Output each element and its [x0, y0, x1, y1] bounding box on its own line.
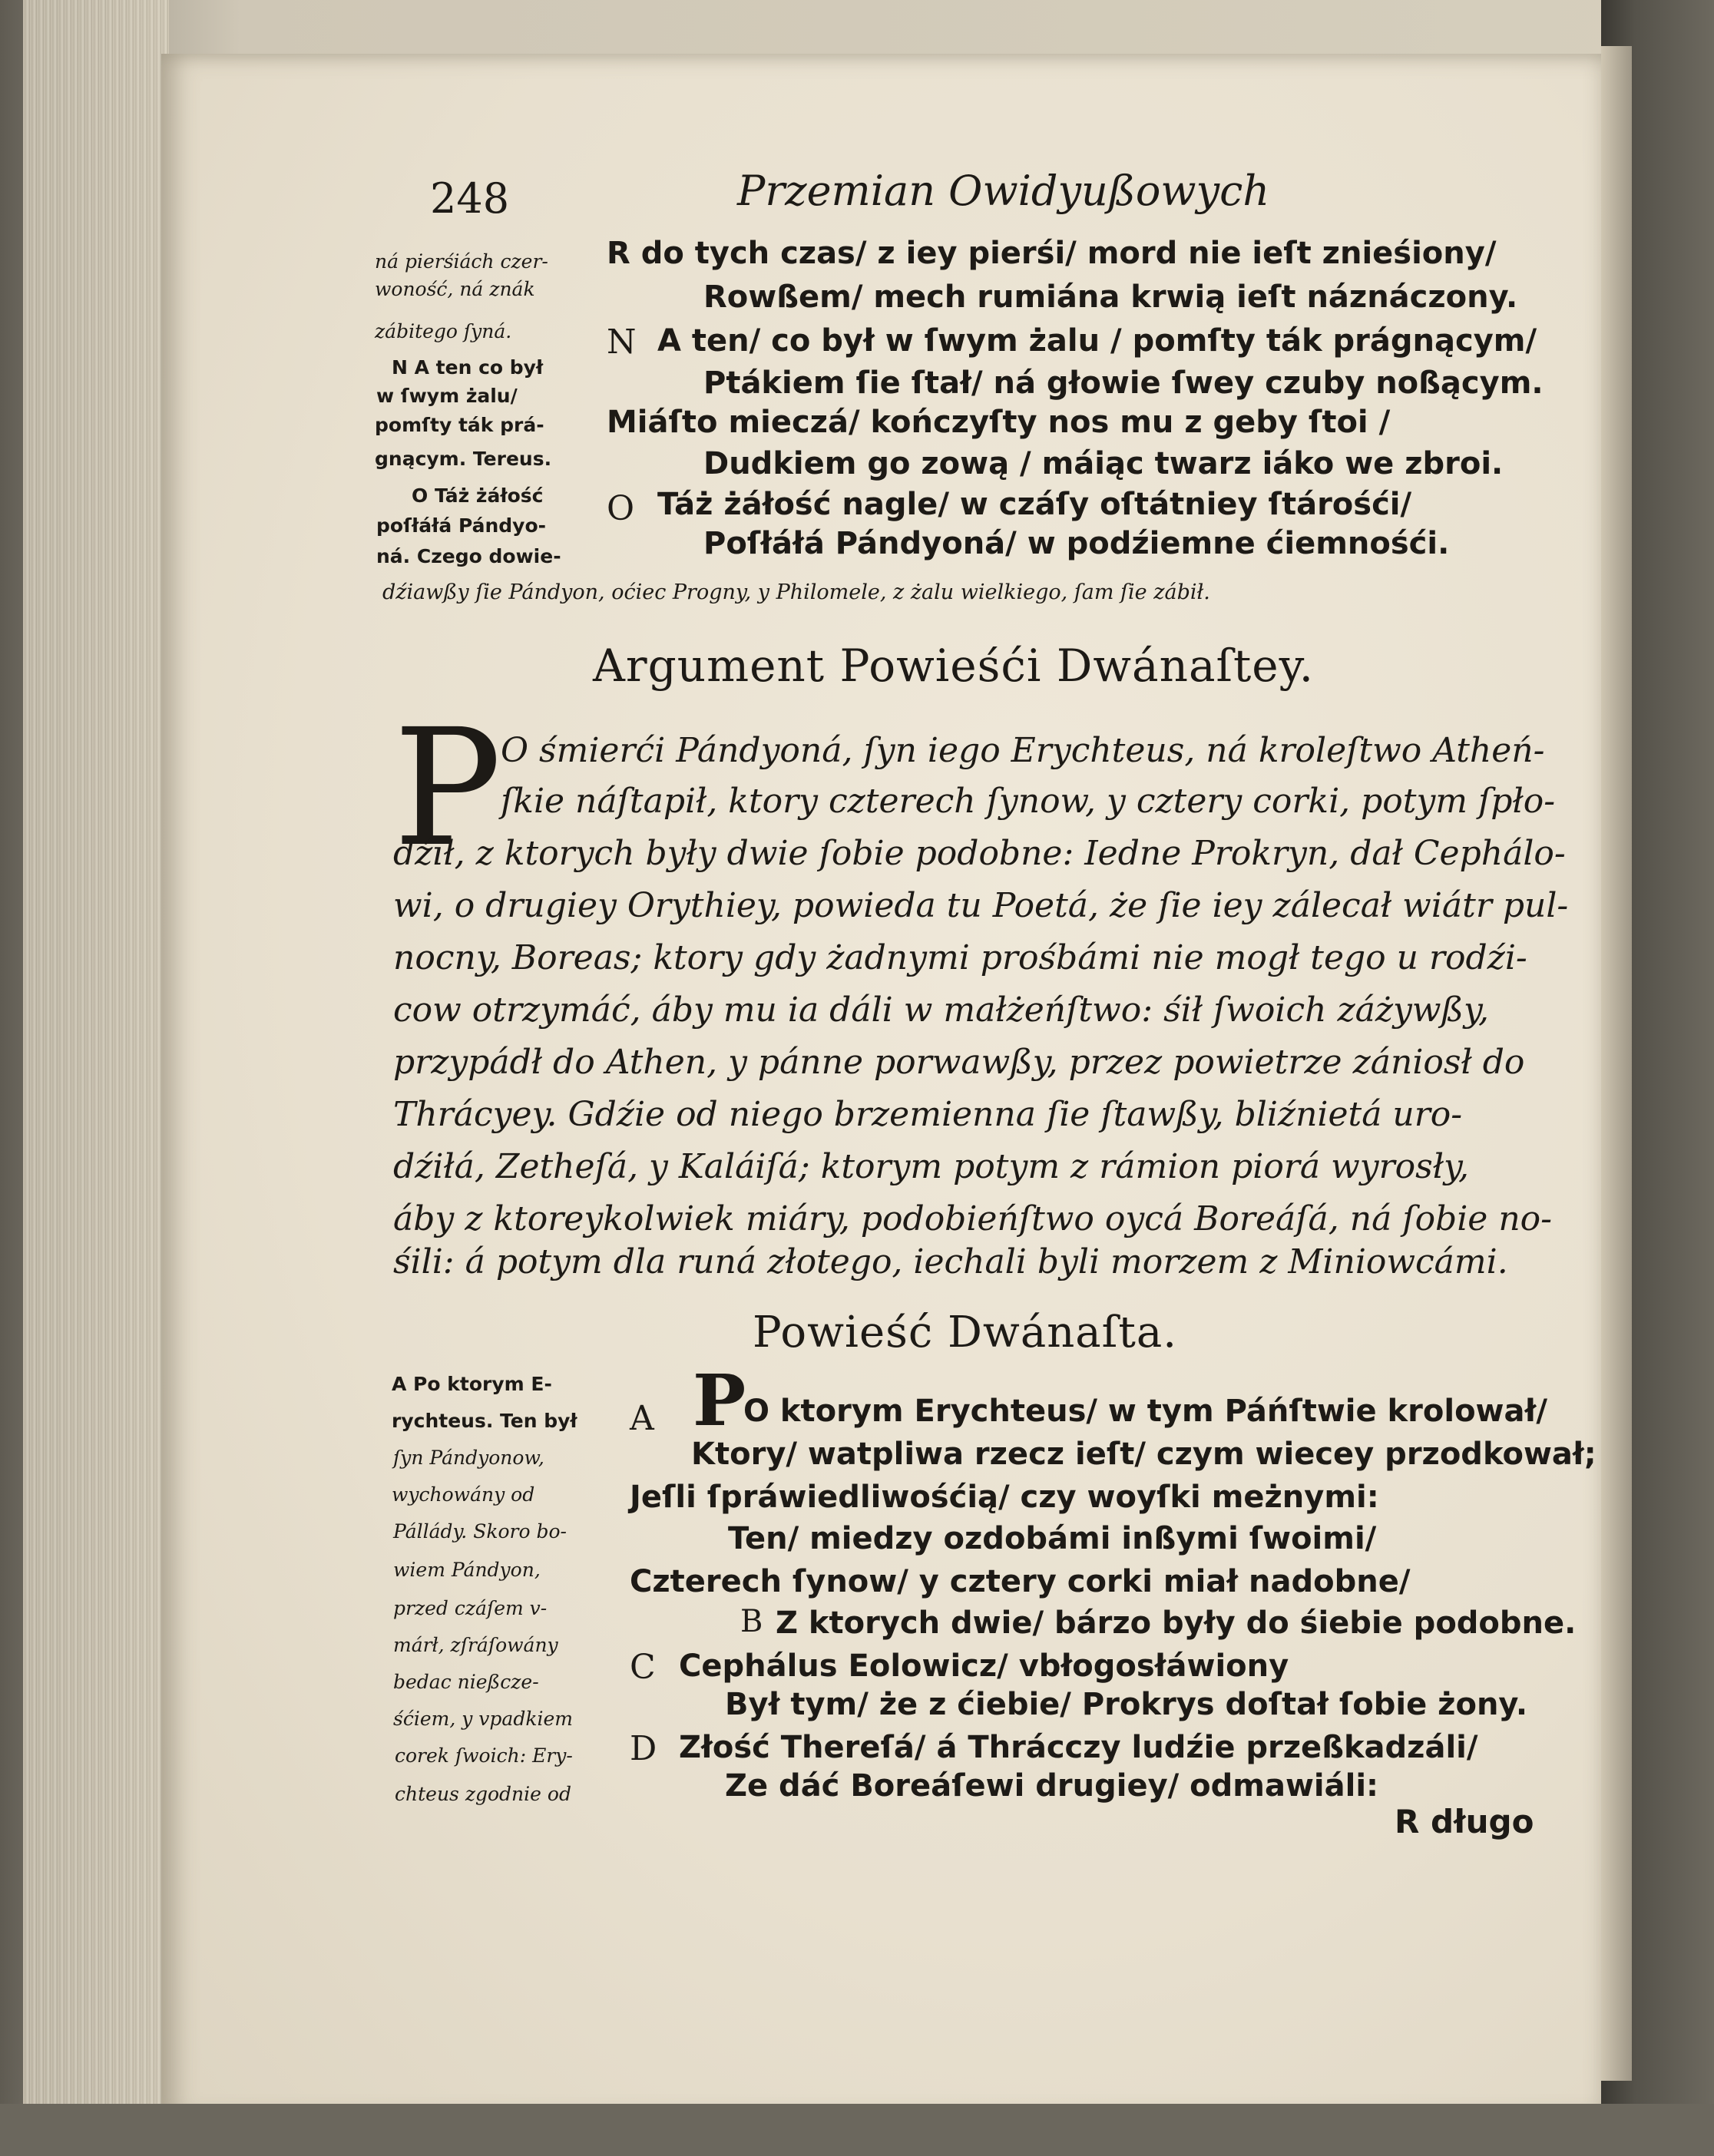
argument-line: dźił, z ktorych były dwie ſobie podobne: Iedne Prokryn, dał Cephálo-: [393, 834, 1566, 873]
argument-line: ſkie náſtapił, ktory czterech ſynow, y cztery corki, potym ſpło-: [501, 782, 1556, 821]
margin-note-line: przed czáſem v-: [393, 1597, 548, 1619]
page-edges-left: [23, 0, 169, 2156]
verse-line: Z ktorych dwie/ bárzo były do śiebie podobne.: [776, 1605, 1577, 1641]
verse-line: Cephálus Eolowicz/ vbłogosłáwiony: [679, 1648, 1289, 1684]
margin-note-line: gnącym. Tereus.: [375, 448, 552, 470]
margin-note-line: wiem Pándyon,: [393, 1559, 541, 1581]
argument-line: áby z ktoreykolwiek miáry, podobieńſtwo oycá Boreáſá, ná ſobie no-: [393, 1199, 1553, 1238]
drop-cap: P: [393, 694, 502, 882]
catchword: R długo: [1395, 1803, 1534, 1840]
verse-letter-c: C: [630, 1648, 656, 1687]
verse-line: Dudkiem go zową / máiąc twarz iáko we zbroi.: [703, 446, 1504, 481]
running-head: Przemian Owidyußowych: [737, 167, 1270, 215]
margin-note-line: woność, ná znák: [375, 278, 535, 300]
book-page: [161, 54, 1605, 2119]
verse-line: Ktory/ watpliwa rzecz ieſt/ czym wiecey przodkował;: [691, 1437, 1597, 1472]
verse-line: A ten/ co był w ſwym żalu / pomſty ták prágnącym/: [657, 323, 1537, 359]
margin-note-line: A Po ktorym E-: [392, 1373, 552, 1395]
margin-note-line: márł, zſráſowány: [393, 1634, 558, 1656]
facing-page-edge: [1601, 0, 1714, 2156]
argument-line: dźiłá, Zetheſá, y Kaláiſá; ktorym potym z rámion piorá wyrosły,: [393, 1147, 1469, 1186]
verse-line: Jeſli ſpráwiedliwośćią/ czy woyſki meżnymi:: [630, 1480, 1379, 1515]
margin-note-line: corek ſwoich: Ery-: [395, 1744, 573, 1767]
margin-note-line: ná. Czego dowie-: [376, 545, 561, 567]
margin-note-line: Pállády. Skoro bo-: [393, 1520, 567, 1543]
verse-line: Táż żáłość nagle/ w czáſy oſtátniey ſtárośći/: [657, 487, 1412, 522]
verse-line: Poſłáłá Pándyoná/ w podźiemne ćiemnośći.: [703, 526, 1450, 561]
verse-letter-b: B: [740, 1604, 763, 1639]
verse-line: Był tym/ że z ćiebie/ Prokrys doſtał ſobie żony.: [725, 1687, 1528, 1722]
verse-line: O ktorym Erychteus/ w tym Páńſtwie krolował/: [743, 1394, 1547, 1429]
margin-note-line: zábitego ſyná.: [375, 320, 512, 342]
margin-note-runon: dźiawßy ſie Pándyon, oćiec Progny, y Philomele, z żalu wielkiego, ſam ſie zábił.: [382, 580, 1210, 604]
margin-note-line: ſyn Pándyonow,: [393, 1447, 544, 1469]
margin-note-line: rychteus. Ten był: [392, 1410, 577, 1432]
tale-heading: Powieść Dwánaſta.: [753, 1308, 1178, 1357]
verse-line: Rowßem/ mech rumiána krwią ieſt náznáczony.: [703, 279, 1518, 315]
margin-note-line: w ſwym żalu/: [376, 385, 518, 407]
verse-line: Czterech ſynow/ y cztery corki miał nadobne/: [630, 1564, 1411, 1599]
argument-line: śili: á potym dla runá złotego, iechali byli morzem z Miniowcámi.: [393, 1242, 1508, 1281]
margin-note-line: śćiem, y vpadkiem: [393, 1708, 573, 1730]
margin-note-line: poſłáłá Pándyo-: [376, 514, 547, 537]
argument-line: wi, o drugiey Orythiey, powieda tu Poetá, że ſie iey zálecał wiátr pul-: [393, 886, 1569, 925]
verse-line: Ze dáć Boreáſewi drugiey/ odmawiáli:: [725, 1768, 1379, 1804]
verse-letter-o: O: [607, 489, 635, 528]
margin-note-line: bedac nießcze-: [393, 1671, 539, 1693]
argument-heading: Argument Powieśći Dwánaſtey.: [593, 640, 1315, 692]
argument-line: przypádł do Athen, y pánne porwawßy, przez powietrze zániosł do: [393, 1043, 1525, 1082]
margin-note-line: wychowány od: [392, 1483, 535, 1506]
argument-line: nocny, Boreas; ktory gdy żadnymi prośbámi nie mogł tego u rodźi-: [393, 938, 1527, 977]
verse-letter-a: A: [630, 1399, 654, 1438]
verse-line: Złość Thereſá/ á Thrácczy ludźie przeßkadzáli/: [679, 1730, 1478, 1765]
margin-note-line: N A ten co był: [392, 356, 544, 379]
argument-line: Thrácyey. Gdźie od niego brzemienna ſie ſtawßy, bliźnietá uro-: [393, 1095, 1463, 1134]
verse-line: Ten/ miedzy ozdobámi inßymi ſwoimi/: [728, 1521, 1377, 1556]
margin-note-line: ná pierśiách czer-: [375, 250, 548, 273]
margin-note-line: chteus zgodnie od: [395, 1783, 571, 1805]
page-number: 248: [430, 174, 510, 223]
bottom-shadow: [0, 2104, 1714, 2156]
facing-page-strip: [1601, 46, 1632, 2081]
argument-line: O śmierći Pándyoná, ſyn iego Erychteus, ná kroleſtwo Atheń-: [501, 731, 1545, 770]
margin-note-line: O Táż żáłość: [412, 484, 544, 507]
verse-line: R do tych czas/ z iey pierśi/ mord nie ieſt znieśiony/: [607, 236, 1497, 271]
margin-note-line: pomſty ták prá-: [375, 414, 544, 436]
verse-line: Miáſto mieczá/ kończyſty nos mu z geby ſtoi /: [607, 405, 1391, 440]
big-initial: P: [693, 1359, 746, 1442]
verse-line: Ptákiem ſie ſtał/ ná głowie ſwey czuby noßącym.: [703, 365, 1544, 401]
verse-letter-d: D: [630, 1729, 657, 1768]
argument-line: cow otrzymáć, áby mu ia dáli w małżeńſtwo: śił ſwoich záżywßy,: [393, 990, 1489, 1030]
verse-letter-n: N: [607, 322, 637, 362]
